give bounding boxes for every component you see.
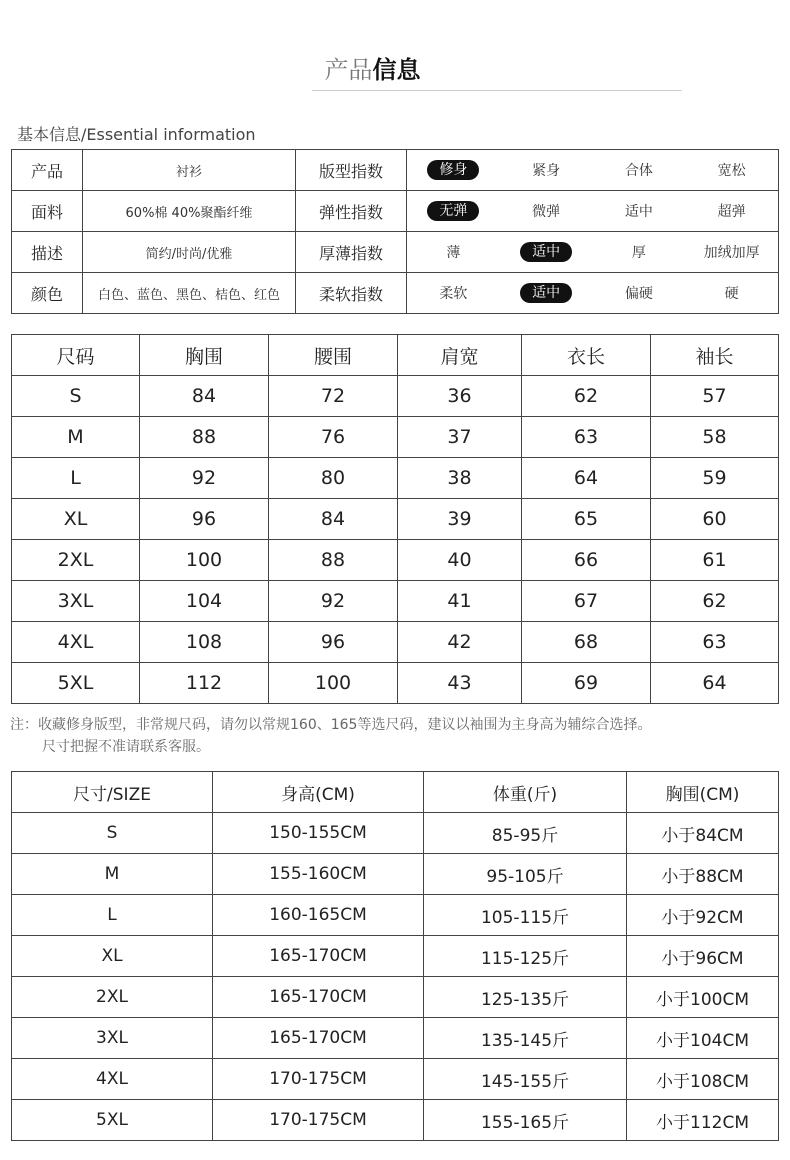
option-cell: [500, 283, 593, 303]
recommend-cell: 2XL: [12, 977, 213, 1018]
size-cell: 66: [522, 540, 651, 581]
size-cell: 60: [651, 499, 779, 540]
recommend-cell: 145-155斤: [424, 1059, 627, 1100]
option-cell: [500, 201, 593, 221]
option-cell: [685, 201, 778, 221]
recommend-cell: 170-175CM: [213, 1059, 424, 1100]
size-cell: 69: [522, 663, 651, 704]
recommend-cell: 小于104CM: [627, 1018, 779, 1059]
option-cell: [593, 283, 686, 303]
recommend-cell: 135-145斤: [424, 1018, 627, 1059]
option-cell: [685, 242, 778, 262]
table-row: [12, 854, 779, 895]
size-cell: 38: [398, 458, 522, 499]
size-cell: 72: [269, 376, 398, 417]
size-cell: 104: [140, 581, 269, 622]
size-cell: 41: [398, 581, 522, 622]
option: 硬: [724, 286, 739, 302]
recommend-cell: 95-105斤: [424, 854, 627, 895]
size-cell: 62: [651, 581, 779, 622]
recommend-cell: 165-170CM: [213, 936, 424, 977]
size-header-cell: 尺码: [12, 335, 140, 376]
option-selected: 无弹: [427, 201, 479, 221]
size-header-cell: 胸围: [140, 335, 269, 376]
size-cell: 96: [269, 622, 398, 663]
recommend-header-cell: 胸围(CM): [627, 772, 779, 813]
recommend-header-cell: 身高(CM): [213, 772, 424, 813]
size-cell: 3XL: [12, 581, 140, 622]
option: 厚: [631, 245, 646, 261]
info-row: [12, 232, 779, 273]
info-label: 面料: [12, 191, 83, 232]
recommend-cell: 3XL: [12, 1018, 213, 1059]
recommend-header-cell: 体重(斤): [424, 772, 627, 813]
size-cell: 84: [140, 376, 269, 417]
size-cell: 92: [140, 458, 269, 499]
info-value: 简约/时尚/优雅: [83, 232, 296, 273]
info-row: [12, 191, 779, 232]
option-selected: 适中: [520, 283, 572, 303]
info-value: 60%棉 40%聚酯纤维: [83, 191, 296, 232]
recommend-cell: 小于100CM: [627, 977, 779, 1018]
size-cell: 68: [522, 622, 651, 663]
size-cell: L: [12, 458, 140, 499]
recommend-cell: 165-170CM: [213, 1018, 424, 1059]
page-title: [0, 50, 745, 85]
table-row: [12, 376, 779, 417]
size-cell: 43: [398, 663, 522, 704]
option-cell: [500, 242, 593, 262]
recommend-cell: 150-155CM: [213, 813, 424, 854]
info-label: 描述: [12, 232, 83, 273]
table-row: [12, 663, 779, 704]
size-cell: 64: [651, 663, 779, 704]
info-value: 白色、蓝色、黑色、桔色、红色: [83, 273, 296, 314]
size-cell: 63: [522, 417, 651, 458]
size-cell: 64: [522, 458, 651, 499]
option-cell: [593, 160, 686, 180]
info-label: 产品: [12, 150, 83, 191]
table-row: [12, 1018, 779, 1059]
size-cell: 84: [269, 499, 398, 540]
option-selected: 修身: [427, 160, 479, 180]
recommend-cell: 155-160CM: [213, 854, 424, 895]
size-cell: 76: [269, 417, 398, 458]
note-line-2: 尺寸把握不准请联系客服。: [42, 739, 210, 755]
size-cell: 5XL: [12, 663, 140, 704]
table-row: [12, 813, 779, 854]
recommend-cell: 170-175CM: [213, 1100, 424, 1141]
size-cell: M: [12, 417, 140, 458]
recommend-header-row: [12, 772, 779, 813]
recommend-cell: 小于92CM: [627, 895, 779, 936]
option: 适中: [624, 204, 653, 220]
option-cell: [407, 242, 500, 262]
recommend-cell: L: [12, 895, 213, 936]
size-note: [10, 714, 651, 758]
index-label: 柔软指数: [296, 273, 407, 314]
option: 宽松: [717, 163, 746, 179]
note-line-1: 注：收藏修身版型，非常规尺码，请勿以常规160、165等选尺码，建议以袖围为主身高为辅综合选择。: [10, 717, 652, 733]
table-row: [12, 499, 779, 540]
option-cell: [593, 201, 686, 221]
table-row: [12, 936, 779, 977]
size-cell: 4XL: [12, 622, 140, 663]
title-light: 产品: [324, 56, 373, 84]
index-options: [407, 232, 779, 273]
recommend-cell: 85-95斤: [424, 813, 627, 854]
table-row: [12, 540, 779, 581]
size-cell: 61: [651, 540, 779, 581]
size-cell: 88: [140, 417, 269, 458]
option-cell: [685, 160, 778, 180]
title-bold: 信息: [372, 56, 421, 84]
option-row: [407, 242, 778, 262]
size-cell: 58: [651, 417, 779, 458]
index-options: [407, 150, 779, 191]
recommend-cell: 4XL: [12, 1059, 213, 1100]
recommend-table: [11, 771, 779, 1141]
option-cell: [407, 201, 500, 221]
table-row: [12, 895, 779, 936]
table-row: [12, 977, 779, 1018]
recommend-cell: 105-115斤: [424, 895, 627, 936]
size-cell: 108: [140, 622, 269, 663]
recommend-cell: 5XL: [12, 1100, 213, 1141]
size-cell: 2XL: [12, 540, 140, 581]
recommend-cell: 125-135斤: [424, 977, 627, 1018]
size-cell: 100: [140, 540, 269, 581]
recommend-cell: S: [12, 813, 213, 854]
recommend-cell: M: [12, 854, 213, 895]
size-cell: 88: [269, 540, 398, 581]
size-cell: 57: [651, 376, 779, 417]
table-row: [12, 458, 779, 499]
size-header-cell: 衣长: [522, 335, 651, 376]
option-cell: [500, 160, 593, 180]
table-row: [12, 1059, 779, 1100]
recommend-cell: XL: [12, 936, 213, 977]
table-row: [12, 1100, 779, 1141]
info-label: 颜色: [12, 273, 83, 314]
index-label: 弹性指数: [296, 191, 407, 232]
size-cell: XL: [12, 499, 140, 540]
size-cell: 59: [651, 458, 779, 499]
size-cell: 37: [398, 417, 522, 458]
size-cell: 39: [398, 499, 522, 540]
recommend-cell: 小于84CM: [627, 813, 779, 854]
option: 紧身: [532, 163, 561, 179]
table-row: [12, 417, 779, 458]
size-cell: 42: [398, 622, 522, 663]
size-cell: 62: [522, 376, 651, 417]
info-row: [12, 150, 779, 191]
option: 薄: [446, 245, 461, 261]
option-row: [407, 160, 778, 180]
index-label: 版型指数: [296, 150, 407, 191]
size-cell: 65: [522, 499, 651, 540]
option-cell: [407, 283, 500, 303]
recommend-cell: 115-125斤: [424, 936, 627, 977]
info-row: [12, 273, 779, 314]
size-cell: 40: [398, 540, 522, 581]
option: 微弹: [532, 204, 561, 220]
basic-info-table: [11, 149, 779, 314]
info-value: 衬衫: [83, 150, 296, 191]
size-header-cell: 腰围: [269, 335, 398, 376]
index-label: 厚薄指数: [296, 232, 407, 273]
option: 超弹: [717, 204, 746, 220]
size-cell: S: [12, 376, 140, 417]
table-row: [12, 622, 779, 663]
section-label: 基本信息/Essential information: [17, 125, 256, 144]
option-cell: [407, 160, 500, 180]
title-divider: [312, 90, 682, 91]
option-row: [407, 283, 778, 303]
size-header-cell: 肩宽: [398, 335, 522, 376]
option-cell: [685, 283, 778, 303]
option-selected: 适中: [520, 242, 572, 262]
size-cell: 112: [140, 663, 269, 704]
option-row: [407, 201, 778, 221]
option: 偏硬: [624, 286, 653, 302]
option: 加绒加厚: [703, 245, 760, 261]
size-header-row: [12, 335, 779, 376]
recommend-cell: 160-165CM: [213, 895, 424, 936]
recommend-cell: 小于88CM: [627, 854, 779, 895]
size-cell: 63: [651, 622, 779, 663]
index-options: [407, 191, 779, 232]
index-options: [407, 273, 779, 314]
size-header-cell: 袖长: [651, 335, 779, 376]
size-cell: 96: [140, 499, 269, 540]
table-row: [12, 581, 779, 622]
recommend-cell: 165-170CM: [213, 977, 424, 1018]
size-table: [11, 334, 779, 704]
size-cell: 80: [269, 458, 398, 499]
recommend-header-cell: 尺寸/SIZE: [12, 772, 213, 813]
size-cell: 92: [269, 581, 398, 622]
option: 柔软: [439, 286, 468, 302]
size-cell: 67: [522, 581, 651, 622]
recommend-cell: 小于112CM: [627, 1100, 779, 1141]
recommend-cell: 155-165斤: [424, 1100, 627, 1141]
recommend-cell: 小于96CM: [627, 936, 779, 977]
recommend-cell: 小于108CM: [627, 1059, 779, 1100]
size-cell: 100: [269, 663, 398, 704]
option: 合体: [624, 163, 653, 179]
size-cell: 36: [398, 376, 522, 417]
option-cell: [593, 242, 686, 262]
